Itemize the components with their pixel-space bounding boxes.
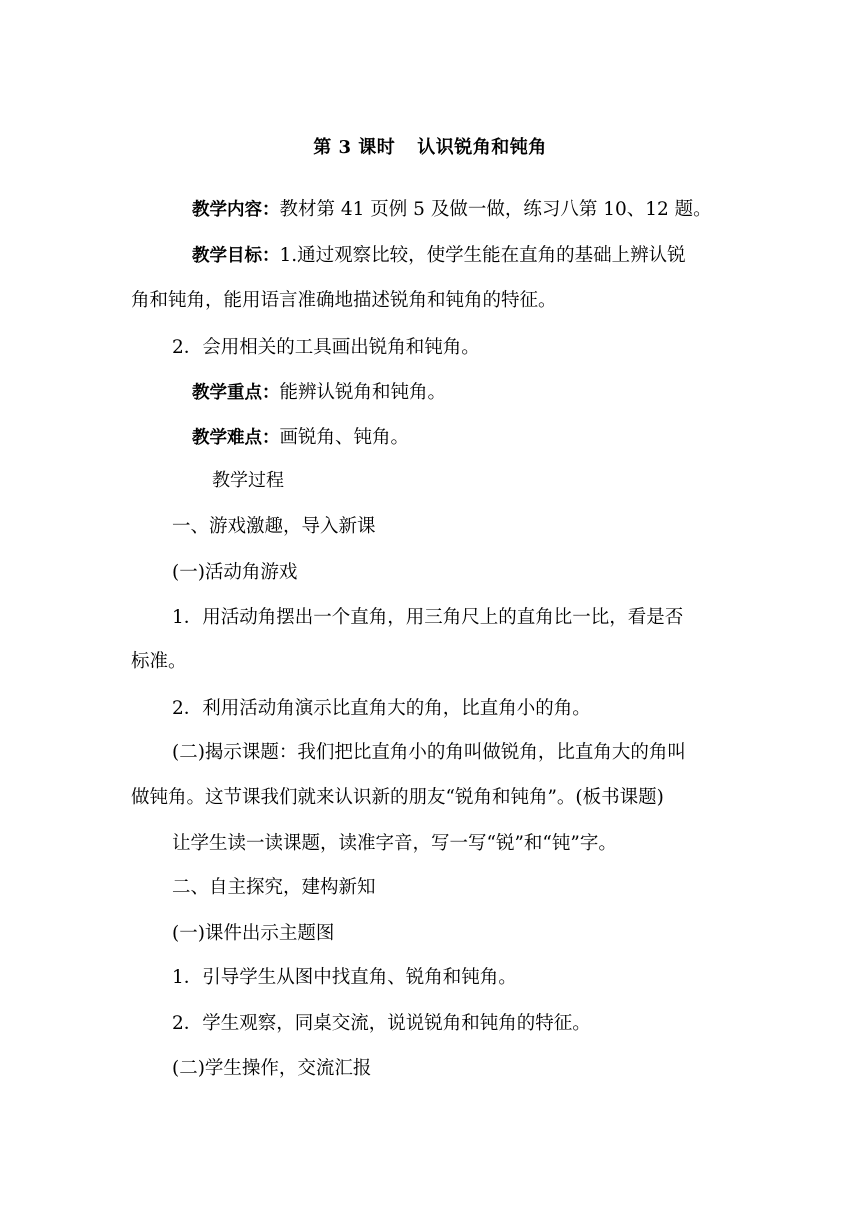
teaching-content-text: 教材第 41 页例 5 及做一做，练习八第 10、12 题。 — [279, 199, 712, 220]
teaching-goals-label: 教学目标： — [192, 246, 280, 266]
teaching-goals-paragraph — [192, 244, 686, 268]
subsection-heading-1: (一)活动角游戏 — [172, 562, 298, 583]
section-heading-2: 二、自主探究，建构新知 — [172, 877, 376, 898]
item-1-line2: 标准。 — [131, 651, 187, 672]
lesson-topic: 认识锐角和钝角 — [417, 137, 547, 158]
item-2: 2．利用活动角演示比直角大的角，比直角小的角。 — [172, 698, 591, 719]
difficult-point-label: 教学难点： — [192, 428, 280, 448]
key-point-paragraph — [192, 381, 446, 405]
teaching-goals-item2: 2．会用相关的工具画出锐角和钝角。 — [172, 337, 480, 358]
key-point-text: 能辨认锐角和钝角。 — [279, 382, 447, 403]
item-3: 1．引导学生从图中找直角、锐角和钝角。 — [172, 967, 517, 988]
teaching-goals-line1: 1.通过观察比较，使学生能在直角的基础上辨认锐 — [279, 245, 686, 266]
item-4: 2．学生观察，同桌交流，说说锐角和钝角的特征。 — [172, 1013, 591, 1034]
lesson-title — [0, 133, 860, 159]
subsection-heading-4: (二)学生操作，交流汇报 — [172, 1058, 372, 1079]
section-heading-1: 一、游戏激趣，导入新课 — [172, 516, 376, 537]
teaching-goals-line2: 角和钝角，能用语言准确地描述锐角和钝角的特征。 — [131, 290, 557, 311]
subsection-2-line1: (二)揭示课题：我们把比直角小的角叫做锐角，比直角大的角叫 — [172, 742, 686, 763]
difficult-point-text: 画锐角、钝角。 — [279, 427, 410, 448]
lesson-number: 第 3 课时 — [313, 137, 396, 158]
subsection-2-line2: 做钝角。这节课我们就来认识新的朋友“锐角和钝角”。(板书课题) — [131, 787, 664, 808]
read-title-instruction: 让学生读一读课题，读准字音，写一写“锐”和“钝”字。 — [172, 833, 617, 854]
subsection-heading-3: (一)课件出示主题图 — [172, 923, 335, 944]
process-heading: 教学过程 — [212, 470, 284, 491]
item-1-line1: 1．用活动角摆出一个直角，用三角尺上的直角比一比，看是否 — [172, 607, 684, 628]
difficult-point-paragraph — [192, 426, 409, 450]
key-point-label: 教学重点： — [192, 383, 280, 403]
teaching-content-label: 教学内容： — [192, 200, 280, 220]
teaching-content-paragraph — [192, 198, 712, 222]
